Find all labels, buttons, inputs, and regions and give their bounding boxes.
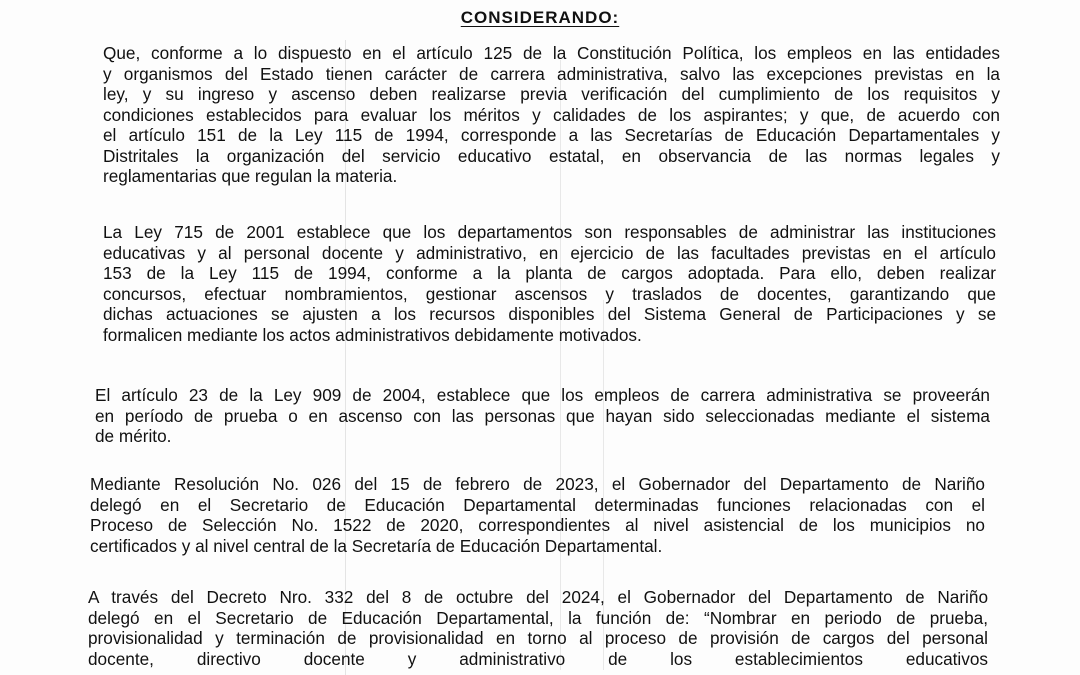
paragraph-line: educativas y al personal docente y administrativo, en ejercicio de las facultades previstas en el artículo: [103, 242, 996, 263]
paragraph-line: formalicen mediante los actos administrativos debidamente motivados.: [103, 324, 642, 345]
paragraph-line: ley, y su ingreso y ascenso deben realizarse previa verificación del cumplimiento de los requisitos y: [103, 84, 1000, 104]
scan-artifact: [560, 60, 561, 670]
paragraph-line: certificados y al nivel central de la Secretaría de Educación Departamental.: [90, 535, 663, 556]
paragraph-line: delegó en el Secretario de Educación Departamental, la función de: “Nombrar en periodo de prueba,: [88, 607, 988, 628]
paragraph-line: 153 de la Ley 115 de 1994, conforme a la planta de cargos adoptada. Para ello, deben realizar: [103, 263, 996, 283]
paragraph-line: en período de prueba o en ascenso con las personas que hayan sido seleccionadas mediante el sistema: [95, 405, 990, 426]
document-heading: CONSIDERANDO:: [460, 8, 620, 27]
paragraph-line: A través del Decreto Nro. 332 del 8 de octubre del 2024, el Gobernador del Departamento de Nariño: [88, 587, 988, 607]
paragraph-2: [103, 222, 996, 345]
paragraph-line: El artículo 23 de la Ley 909 de 2004, establece que los empleos de carrera administrativa se proveerán: [95, 385, 990, 405]
paragraph-line: Mediante Resolución No. 026 del 15 de febrero de 2023, el Gobernador del Departamento de Nariño: [90, 474, 985, 494]
paragraph-line: La Ley 715 de 2001 establece que los departamentos son responsables de administrar las instituciones: [103, 222, 996, 242]
scan-artifact: [603, 300, 604, 670]
paragraph-line: de mérito.: [95, 426, 172, 446]
paragraph-line: provisionalidad y terminación de provisionalidad en torno al proceso de provisión de cargos del personal: [88, 628, 988, 648]
scan-artifact: [345, 40, 346, 675]
paragraph-line: docente, directivo docente y administrativo de los establecimientos educativos: [88, 648, 988, 669]
paragraph-line: condiciones establecidos para evaluar los méritos y calidades de los aspirantes; y que, de acuerdo con: [103, 104, 1000, 125]
paragraph-line: Que, conforme a lo dispuesto en el artículo 125 de la Constitución Política, los empleos en las entidades: [103, 43, 1000, 63]
paragraph-4: [90, 474, 985, 556]
paragraph-line: Distritales la organización del servicio educativo estatal, en observancia de las normas legales y: [103, 145, 1000, 166]
paragraph-line: y organismos del Estado tienen carácter de carrera administrativa, salvo las excepciones previstas en la: [103, 63, 1000, 84]
paragraph-line: Proceso de Selección No. 1522 de 2020, correspondientes al nivel asistencial de los municipios no: [90, 515, 985, 535]
paragraph-line: delegó en el Secretario de Educación Departamental determinadas funciones relacionadas con el: [90, 494, 985, 515]
paragraph-5: [88, 587, 988, 669]
paragraph-3: [95, 385, 990, 447]
paragraph-1: [103, 43, 1000, 187]
paragraph-line: reglamentarias que regulan la materia.: [103, 166, 398, 186]
paragraph-line: concursos, efectuar nombramientos, gestionar ascensos y traslados de docentes, garantizando que: [103, 283, 996, 304]
paragraph-line: el artículo 151 de la Ley 115 de 1994, corresponde a las Secretarías de Educación Departamentales y: [103, 125, 1000, 145]
paragraph-line: dichas actuaciones se ajusten a los recursos disponibles del Sistema General de Participaciones y se: [103, 304, 996, 324]
